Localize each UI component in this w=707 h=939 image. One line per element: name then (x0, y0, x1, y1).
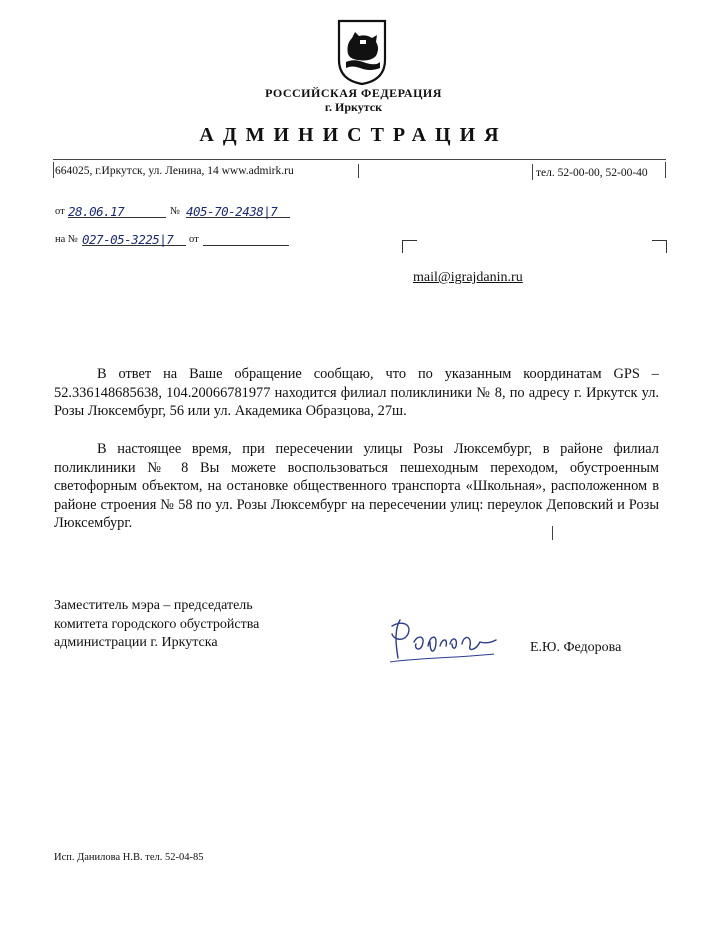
signatory-name: Е.Ю. Федорова (530, 640, 622, 655)
reply-number-label: на № (55, 234, 78, 245)
coat-of-arms-icon (336, 18, 388, 86)
address-corner-left (402, 240, 417, 253)
reply-date-label: от (189, 234, 199, 245)
text-cursor-mark (552, 526, 553, 540)
reply-date-field (203, 231, 289, 246)
signatory-position-line: комитета городского обустройства (54, 616, 260, 632)
divider-tick (358, 164, 359, 178)
reply-number-value: 027-05-3225|7 (82, 232, 174, 247)
signatory-position (54, 597, 259, 653)
divider-tick (532, 164, 533, 180)
divider-tick (665, 162, 666, 178)
signatory-position-line: администрации г. Иркутска (54, 635, 218, 650)
letterhead-title: АДМИНИСТРАЦИЯ (199, 124, 508, 146)
number-label: № (170, 206, 181, 217)
letterhead-phones: тел. 52-00-00, 52-00-40 (536, 167, 648, 179)
signatory-position-line: Заместитель мэра – председатель (54, 598, 253, 613)
letterhead-address: 664025, г.Иркутск, ул. Ленина, 14 www.admirk.ru (55, 165, 294, 177)
date-value: 28.06.17 (68, 204, 125, 219)
letter-paragraph: В ответ на Ваше обращение сообщаю, что по указанным координатам GPS – 52.336148685638, 104.20066781977 находится филиал поликлиники № 8, по адресу г. Иркутск ул. Розы Люксембург, 56 или ул. Академика Образцова, 27ш. (54, 366, 659, 419)
recipient-email: mail@igrajdanin.ru (413, 270, 523, 285)
reply-number-field (82, 231, 186, 246)
number-field (186, 203, 290, 218)
address-corner-right (652, 240, 667, 253)
letter-paragraph: В настоящее время, при пересечении улицы Розы Люксембург, в районе филиал поликлиники № 8 Вы можете воспользоваться пешеходным переходом, обустроенным светофорным объектом, на остановке общественного транспорта «Школьная», расположенном в районе строения № 58 по ул. Розы Люксембург на пересечении улиц: переулок Деповский и Розы Люксембург. (54, 441, 659, 531)
country-name: РОССИЙСКАЯ ФЕДЕРАЦИЯ (265, 86, 442, 100)
handwritten-signature (386, 612, 498, 666)
date-label: от (55, 206, 65, 217)
executor-info: Исп. Данилова Н.В. тел. 52-04-85 (54, 852, 204, 863)
city-name: г. Иркутск (324, 100, 383, 114)
number-value: 405-70-2438|7 (186, 204, 278, 219)
divider-tick (53, 162, 54, 178)
date-field (68, 203, 166, 218)
